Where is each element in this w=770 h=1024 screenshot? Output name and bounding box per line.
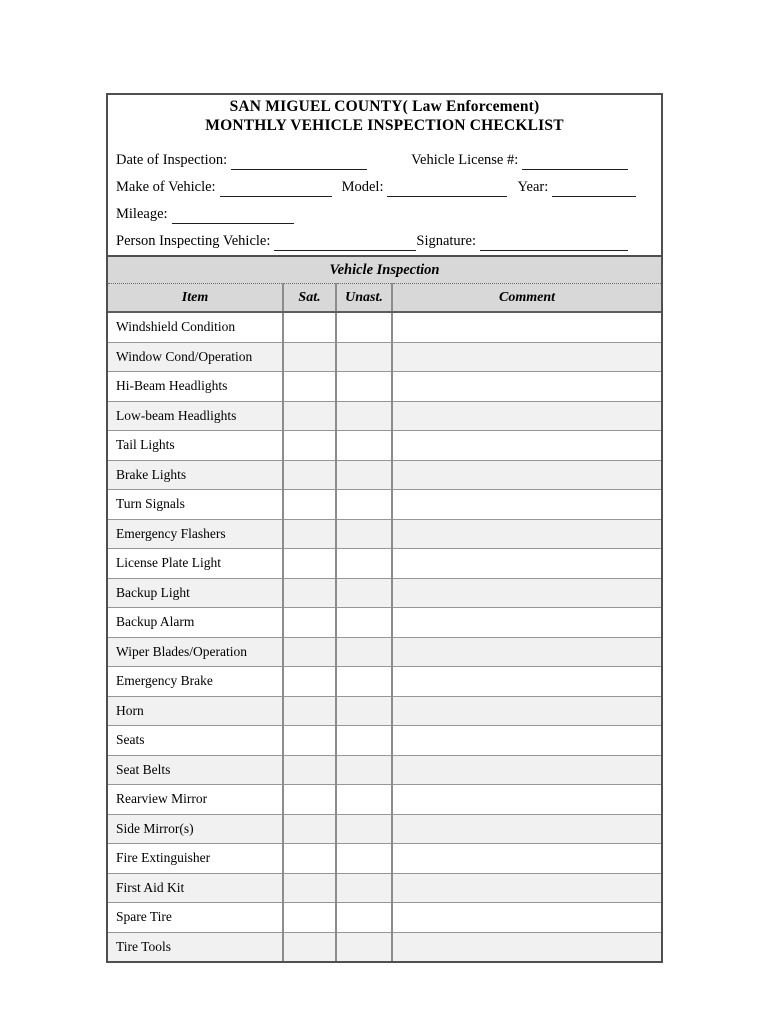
unast-cell[interactable] xyxy=(336,578,392,608)
form-row-date-license xyxy=(116,151,653,170)
sat-cell[interactable] xyxy=(283,490,336,520)
unast-cell[interactable] xyxy=(336,696,392,726)
table-row xyxy=(108,814,661,844)
signature-line[interactable] xyxy=(480,233,628,251)
item-cell: Brake Lights xyxy=(108,460,283,490)
unast-cell[interactable] xyxy=(336,490,392,520)
table-caption: Vehicle Inspection xyxy=(108,256,661,284)
model-line[interactable] xyxy=(387,179,507,197)
vehicle-license-line[interactable] xyxy=(522,152,628,170)
comment-cell[interactable] xyxy=(392,726,661,756)
table-row xyxy=(108,578,661,608)
table-header-row xyxy=(108,284,661,313)
item-cell: Horn xyxy=(108,696,283,726)
item-cell: Backup Alarm xyxy=(108,608,283,638)
table-row xyxy=(108,490,661,520)
table-row xyxy=(108,844,661,874)
year-label: Year: xyxy=(517,179,549,195)
inspection-form-sheet xyxy=(106,93,663,963)
item-cell: Rearview Mirror xyxy=(108,785,283,815)
item-cell: Spare Tire xyxy=(108,903,283,933)
unast-cell[interactable] xyxy=(336,519,392,549)
table-row xyxy=(108,431,661,461)
table-row xyxy=(108,932,661,961)
item-cell: Tire Tools xyxy=(108,932,283,961)
table-row xyxy=(108,785,661,815)
unast-cell[interactable] xyxy=(336,814,392,844)
comment-cell[interactable] xyxy=(392,608,661,638)
unast-cell[interactable] xyxy=(336,342,392,372)
unast-cell[interactable] xyxy=(336,726,392,756)
comment-cell[interactable] xyxy=(392,549,661,579)
sat-cell[interactable] xyxy=(283,372,336,402)
comment-cell[interactable] xyxy=(392,785,661,815)
sat-cell[interactable] xyxy=(283,726,336,756)
sat-cell[interactable] xyxy=(283,785,336,815)
form-header-area xyxy=(108,95,661,255)
comment-cell[interactable] xyxy=(392,431,661,461)
item-cell: Fire Extinguisher xyxy=(108,844,283,874)
make-of-vehicle-label: Make of Vehicle: xyxy=(116,179,216,195)
sat-cell[interactable] xyxy=(283,342,336,372)
person-inspecting-line[interactable] xyxy=(274,233,416,251)
comment-cell[interactable] xyxy=(392,903,661,933)
mileage-line[interactable] xyxy=(172,206,294,224)
sat-cell[interactable] xyxy=(283,519,336,549)
sat-cell[interactable] xyxy=(283,312,336,342)
sat-cell[interactable] xyxy=(283,637,336,667)
comment-cell[interactable] xyxy=(392,873,661,903)
sat-cell[interactable] xyxy=(283,844,336,874)
unast-cell[interactable] xyxy=(336,873,392,903)
date-of-inspection-line[interactable] xyxy=(231,152,367,170)
mileage-label: Mileage: xyxy=(116,206,168,222)
sat-cell[interactable] xyxy=(283,608,336,638)
form-row-person-signature xyxy=(116,232,653,251)
table-row xyxy=(108,312,661,342)
item-cell: Emergency Flashers xyxy=(108,519,283,549)
unast-cell[interactable] xyxy=(336,401,392,431)
item-cell: Window Cond/Operation xyxy=(108,342,283,372)
unast-cell[interactable] xyxy=(336,431,392,461)
column-header-comment: Comment xyxy=(392,284,661,313)
table-row xyxy=(108,460,661,490)
comment-cell[interactable] xyxy=(392,519,661,549)
unast-cell[interactable] xyxy=(336,903,392,933)
form-title-line2: MONTHLY VEHICLE INSPECTION CHECKLIST xyxy=(205,117,564,134)
comment-cell[interactable] xyxy=(392,667,661,697)
item-cell: Windshield Condition xyxy=(116,319,236,335)
form-title-line1: SAN MIGUEL COUNTY( Law Enforcement) xyxy=(229,98,540,115)
unast-cell[interactable] xyxy=(336,667,392,697)
table-row xyxy=(108,519,661,549)
item-cell: Wiper Blades/Operation xyxy=(108,637,283,667)
table-row xyxy=(108,696,661,726)
comment-cell[interactable] xyxy=(392,460,661,490)
comment-cell[interactable] xyxy=(392,578,661,608)
table-row xyxy=(108,873,661,903)
make-of-vehicle-line[interactable] xyxy=(220,179,332,197)
comment-cell[interactable] xyxy=(392,696,661,726)
form-row-make-model-year xyxy=(116,178,653,197)
unast-cell[interactable] xyxy=(336,932,392,961)
item-cell: Low-beam Headlights xyxy=(108,401,283,431)
sat-cell[interactable] xyxy=(283,873,336,903)
comment-cell[interactable] xyxy=(392,637,661,667)
table-row xyxy=(108,372,661,402)
unast-cell[interactable] xyxy=(336,785,392,815)
table-row xyxy=(108,726,661,756)
table-row xyxy=(108,549,661,579)
sat-cell[interactable] xyxy=(283,932,336,961)
table-row xyxy=(108,667,661,697)
table-caption-row xyxy=(108,256,661,284)
vehicle-license-label: Vehicle License #: xyxy=(411,152,519,168)
comment-cell[interactable] xyxy=(392,342,661,372)
sat-cell[interactable] xyxy=(283,696,336,726)
unast-cell[interactable] xyxy=(336,549,392,579)
table-row xyxy=(108,755,661,785)
item-cell: Seat Belts xyxy=(108,755,283,785)
table-row xyxy=(108,637,661,667)
item-cell: Side Mirror(s) xyxy=(108,814,283,844)
comment-cell[interactable] xyxy=(392,932,661,961)
date-of-inspection-label: Date of Inspection: xyxy=(116,152,228,168)
unast-cell[interactable] xyxy=(336,312,392,342)
item-cell: Turn Signals xyxy=(108,490,283,520)
column-header-unast: Unast. xyxy=(336,284,392,313)
item-cell: Backup Light xyxy=(108,578,283,608)
model-label: Model: xyxy=(341,179,384,195)
sat-cell[interactable] xyxy=(283,903,336,933)
unast-cell[interactable] xyxy=(336,460,392,490)
form-row-mileage xyxy=(116,205,653,224)
item-cell: Hi-Beam Headlights xyxy=(108,372,283,402)
comment-cell[interactable] xyxy=(392,490,661,520)
table-row xyxy=(108,342,661,372)
comment-cell[interactable] xyxy=(392,401,661,431)
sat-cell[interactable] xyxy=(283,401,336,431)
sat-cell[interactable] xyxy=(283,578,336,608)
sat-cell[interactable] xyxy=(283,460,336,490)
table-row xyxy=(108,401,661,431)
sat-cell[interactable] xyxy=(283,667,336,697)
column-header-item: Item xyxy=(108,284,283,313)
unast-cell[interactable] xyxy=(336,755,392,785)
comment-cell[interactable] xyxy=(392,844,661,874)
item-cell: Seats xyxy=(108,726,283,756)
sat-cell[interactable] xyxy=(283,431,336,461)
unast-cell[interactable] xyxy=(336,372,392,402)
item-cell: First Aid Kit xyxy=(108,873,283,903)
item-cell: License Plate Light xyxy=(108,549,283,579)
year-line[interactable] xyxy=(552,179,636,197)
item-cell: Tail Lights xyxy=(108,431,283,461)
sat-cell[interactable] xyxy=(283,814,336,844)
column-header-sat: Sat. xyxy=(283,284,336,313)
signature-label: Signature: xyxy=(416,233,476,249)
comment-cell[interactable] xyxy=(392,372,661,402)
sat-cell[interactable] xyxy=(283,755,336,785)
comment-cell[interactable] xyxy=(392,312,661,342)
sat-cell[interactable] xyxy=(283,549,336,579)
unast-cell[interactable] xyxy=(336,637,392,667)
unast-cell[interactable] xyxy=(336,844,392,874)
item-cell: Emergency Brake xyxy=(108,667,283,697)
table-row xyxy=(108,608,661,638)
unast-cell[interactable] xyxy=(336,608,392,638)
comment-cell[interactable] xyxy=(392,755,661,785)
comment-cell[interactable] xyxy=(392,814,661,844)
person-inspecting-label: Person Inspecting Vehicle: xyxy=(116,233,271,249)
vehicle-inspection-table xyxy=(108,255,661,961)
table-row xyxy=(108,903,661,933)
